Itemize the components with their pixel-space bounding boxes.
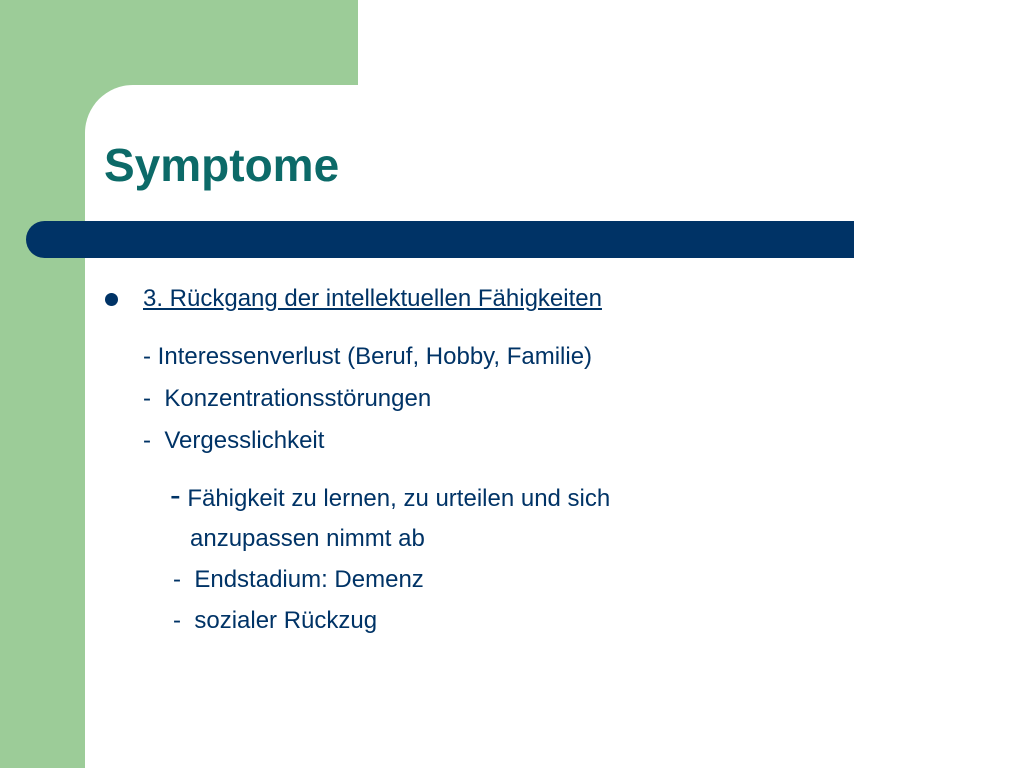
dash-marker: - [173, 566, 181, 593]
list-item-text: sozialer Rückzug [194, 607, 378, 634]
list-item [143, 343, 592, 372]
list-item-text: Fähigkeit zu lernen, zu urteilen und sich [187, 485, 611, 512]
list-item-text: Endstadium: Demenz [194, 566, 424, 593]
dash-marker: - [170, 477, 181, 513]
dash-marker: - [143, 385, 151, 412]
title-bar [26, 221, 854, 258]
list-item [143, 427, 324, 456]
dash-marker: - [143, 427, 151, 454]
list-item-text: Interessenverlust (Beruf, Hobby, Familie) [157, 343, 593, 370]
list-item-text: Konzentrationsstörungen [164, 385, 432, 412]
list-item [143, 385, 431, 414]
bullet-icon [105, 293, 118, 306]
list-item-continuation [190, 525, 425, 554]
bullet-heading: 3. Rückgang der intellektuellen Fähigkeiten [143, 285, 602, 312]
list-item-text: Vergesslichkeit [164, 427, 325, 454]
slide-title: Symptome [104, 139, 340, 191]
list-item-text: anzupassen nimmt ab [190, 525, 425, 552]
dash-marker: - [173, 607, 181, 634]
list-item [170, 476, 610, 514]
list-item [173, 607, 377, 636]
dash-marker: - [143, 343, 151, 370]
list-item [173, 566, 424, 595]
